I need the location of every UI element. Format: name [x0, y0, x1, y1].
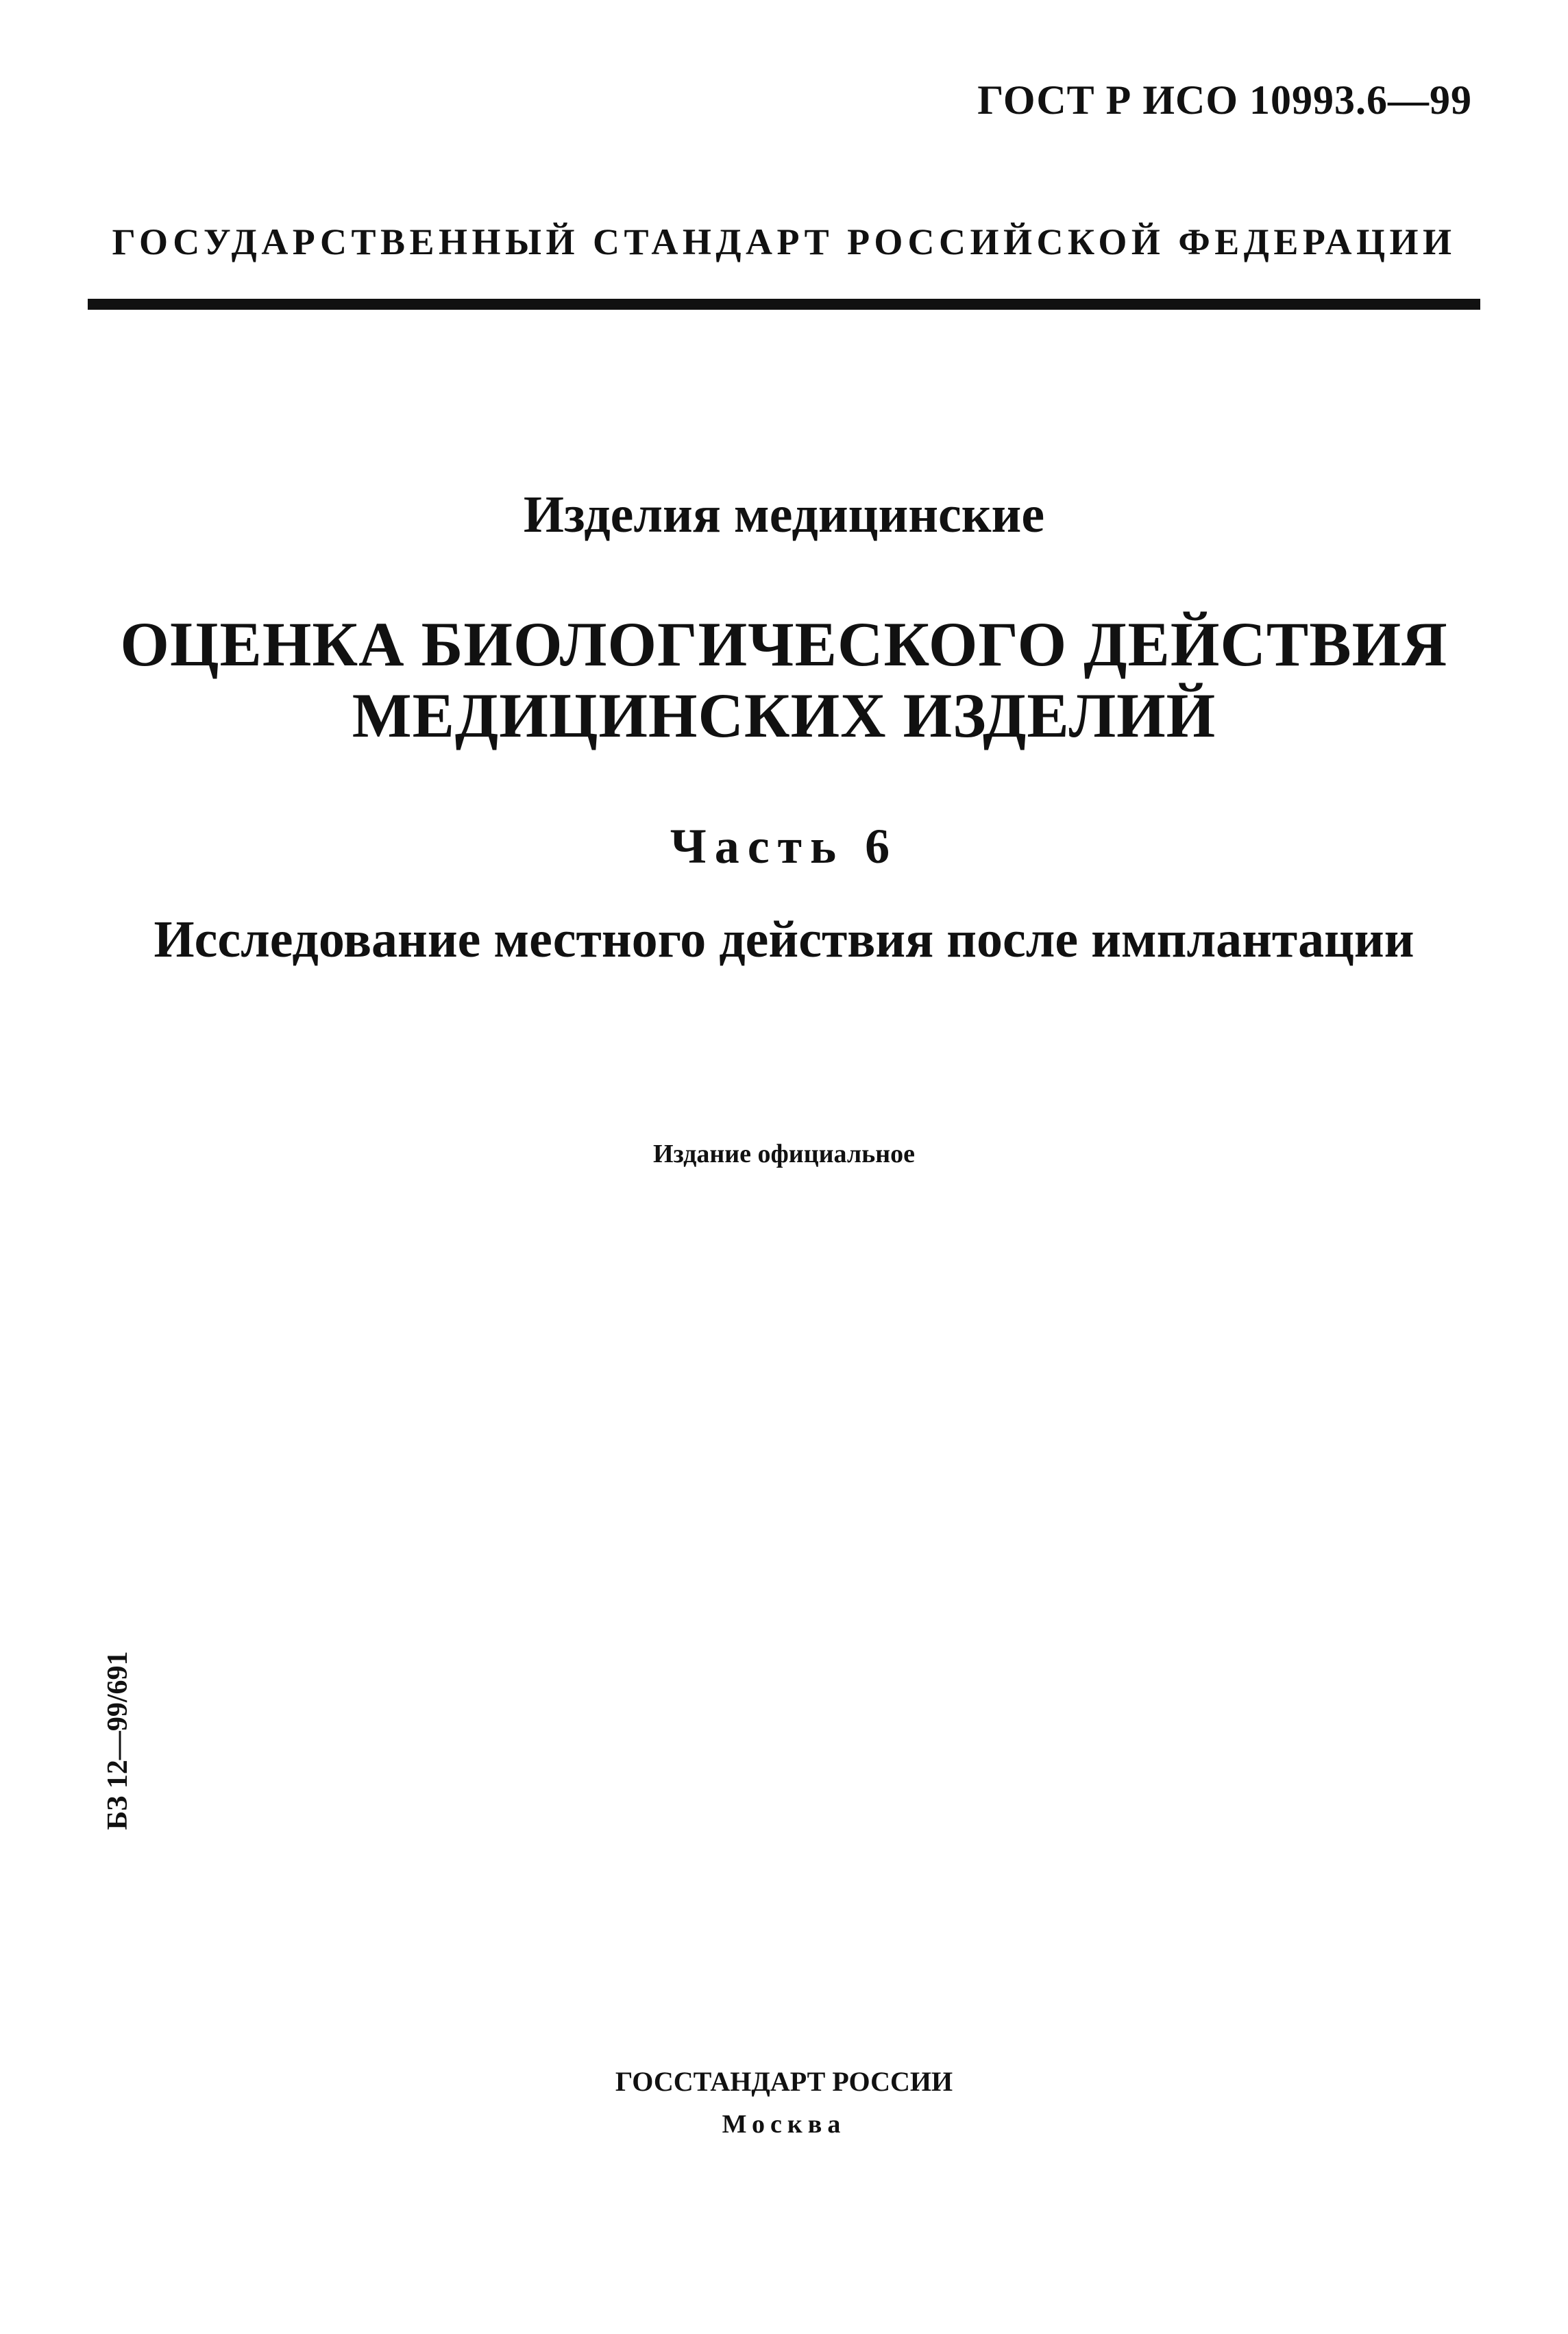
document-category: Изделия медицинские [523, 486, 1045, 543]
publication-city: Москва [722, 2110, 846, 2139]
document-number: ГОСТ Р ИСО 10993.6—99 [977, 77, 1472, 123]
part-number: Часть 6 [670, 819, 898, 874]
publisher: ГОССТАНДАРТ РОССИИ [615, 2066, 953, 2097]
organization-header: ГОСУДАРСТВЕННЫЙ СТАНДАРТ РОССИЙСКОЙ ФЕДЕРАЦИИ [112, 221, 1456, 262]
header-rule [88, 299, 1480, 310]
main-title-line-2: МЕДИЦИНСКИХ ИЗДЕЛИЙ [352, 680, 1216, 750]
side-print-code: БЗ 12—99/691 [102, 1651, 134, 1830]
edition-note: Издание официальное [652, 1140, 915, 1168]
main-title-line-1: ОЦЕНКА БИОЛОГИЧЕСКОГО ДЕЙСТВИЯ [120, 609, 1448, 679]
document-subtitle: Исследование местного действия после имплантации [154, 911, 1414, 968]
main-title [0, 609, 1568, 751]
